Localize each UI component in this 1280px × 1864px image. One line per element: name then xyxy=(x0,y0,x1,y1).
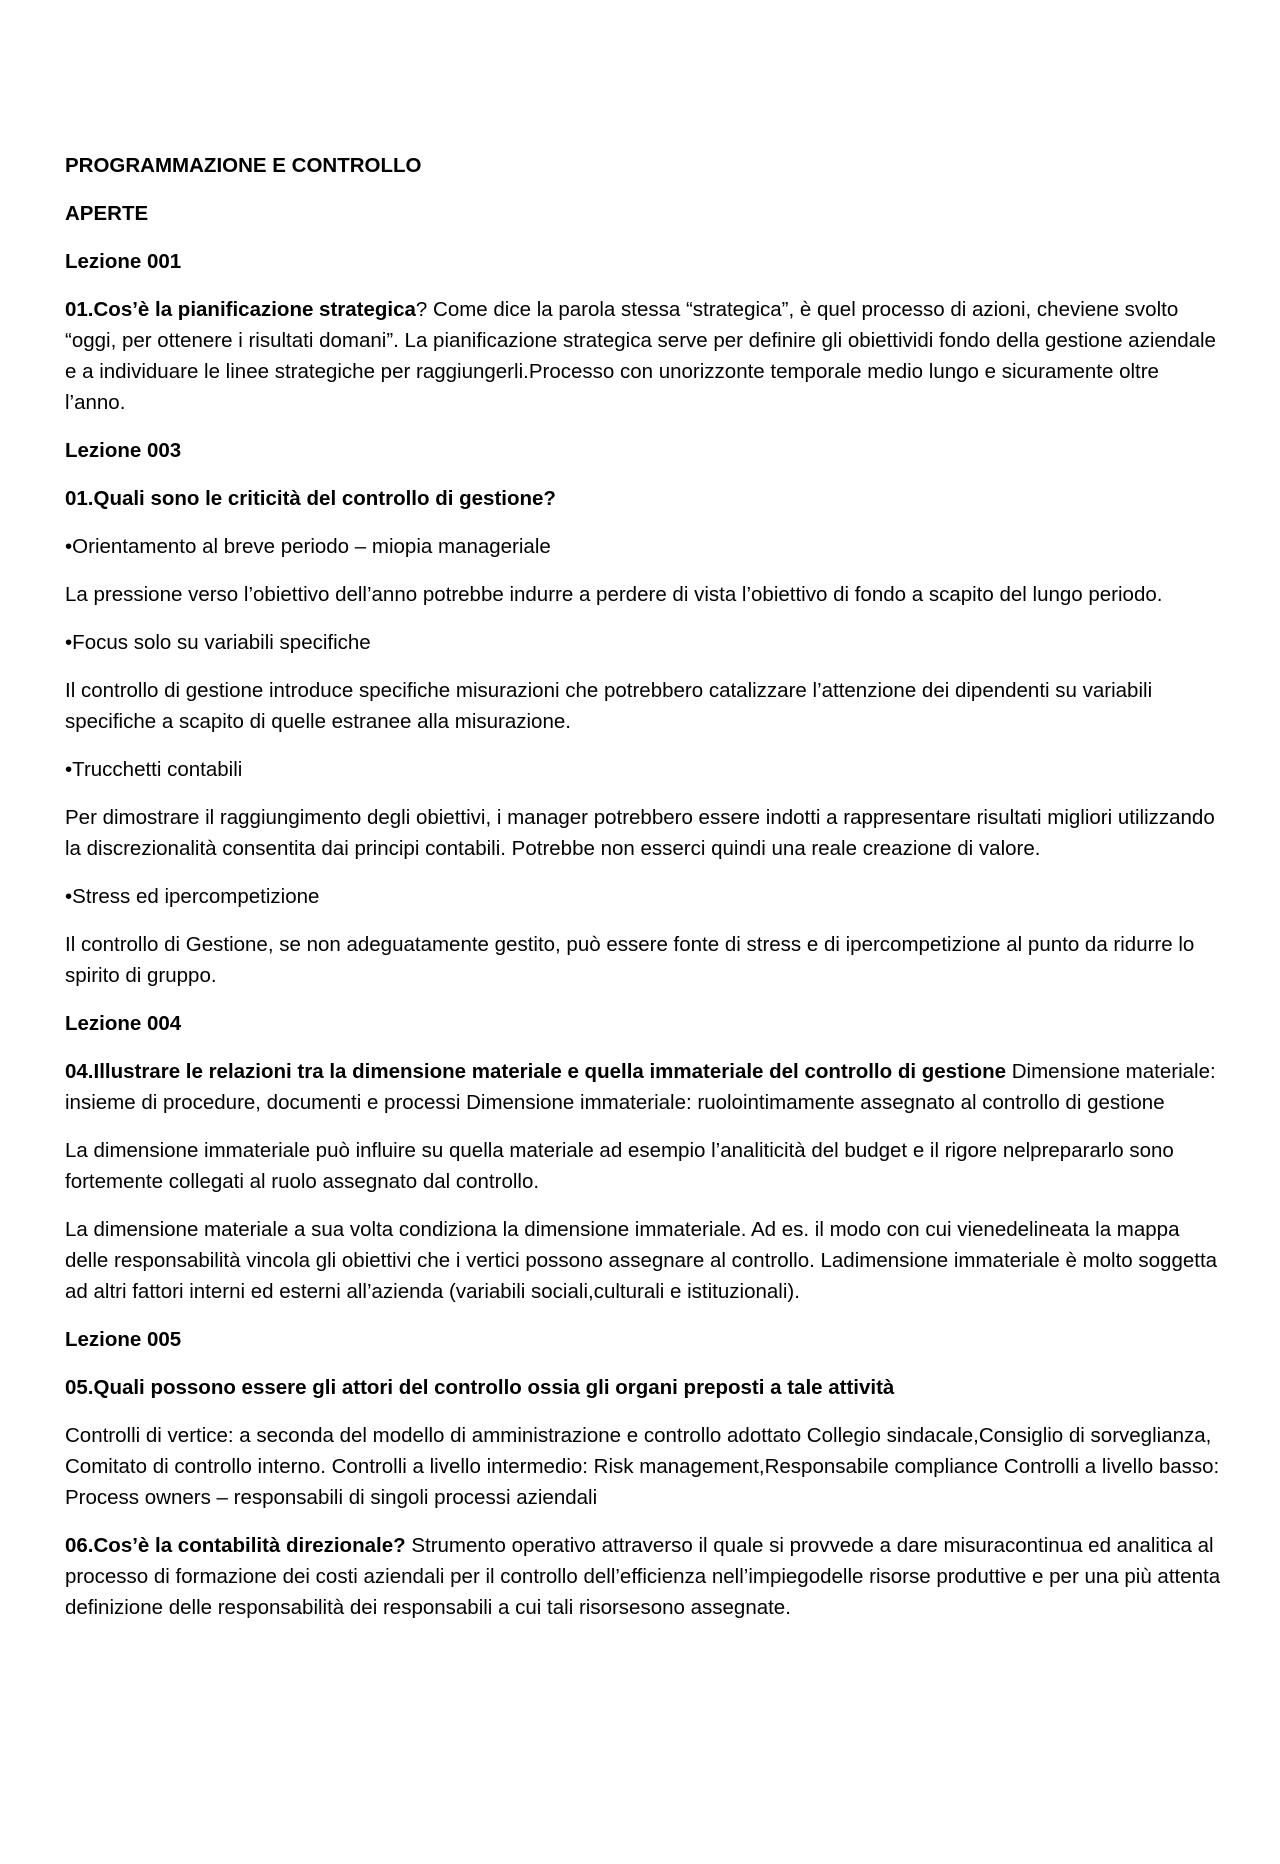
question-title: 01.Cos’è la pianificazione strategica xyxy=(65,298,416,321)
answer-text: Dimensione materiale: insieme di procedure, documenti e processi Dimensione immateriale: ruolointimamente assegnato al controllo di gestione xyxy=(65,1060,1216,1114)
bullet-item: •Stress ed ipercompetizione xyxy=(65,885,320,908)
question-title: 04.Illustrare le relazioni tra la dimensione materiale e quella immateriale del controllo di gestione xyxy=(65,1060,1007,1083)
lesson-heading-001: Lezione 001 xyxy=(65,250,182,273)
question-title: 06.Cos’è la contabilità direzionale? xyxy=(65,1534,406,1557)
bullet-item: •Trucchetti contabili xyxy=(65,758,243,781)
bullet-body: Il controllo di gestione introduce specifiche misurazioni che potrebbero catalizzare l’attenzione dei dipendenti su variabili specifiche a scapito di quelle estranee alla misurazione. xyxy=(65,679,1153,733)
answer-text: ? Come dice la parola stessa “strategica”, è quel processo di azioni, cheviene svolto “oggi, per ottenere i risultati domani”. La pianificazione strategica serve per definire gli obiettividi fondo della gestione aziendale e a individuare le linee strategiche per raggiungerli.Processo con unorizzonte temporale medio lungo e sicuramente oltre l’anno. xyxy=(65,298,1216,414)
bullet-item: •Orientamento al breve periodo – miopia manageriale xyxy=(65,535,551,558)
question-title: 05.Quali possono essere gli attori del controllo ossia gli organi preposti a tale attività xyxy=(65,1376,895,1399)
bullet-body: Per dimostrare il raggiungimento degli obiettivi, i manager potrebbero essere indotti a rappresentare risultati migliori utilizzando la discrezionalità consentita dai principi contabili. Potrebbe non esserci quindi una reale creazione di valore. xyxy=(65,806,1215,860)
lesson-heading-003: Lezione 003 xyxy=(65,439,182,462)
answer-paragraph: La dimensione immateriale può influire su quella materiale ad esempio l’analiticità del budget e il rigore nelprepararlo sono fortemente collegati al ruolo assegnato dal controllo. xyxy=(65,1139,1174,1193)
bullet-item: •Focus solo su variabili specifiche xyxy=(65,631,371,654)
document-page xyxy=(65,150,1225,1640)
answer-paragraph: Controlli di vertice: a seconda del modello di amministrazione e controllo adottato Collegio sindacale,Consiglio di sorveglianza, Comitato di controllo interno. Controlli a livello intermedio: Risk management,Responsabile compliance Controlli a livello basso: Process owners – responsabili di singoli processi aziendali xyxy=(65,1424,1220,1509)
lesson-heading-005: Lezione 005 xyxy=(65,1328,182,1351)
answer-text: Strumento operativo attraverso il quale si provvede a dare misuracontinua ed analitica al processo di formazione dei costi aziendali per il controllo dell’efficienza nell’impiegodelle risorse produttive e per una più attenta definizione delle responsabilità dei responsabili a cui tali risorsesono assegnate. xyxy=(65,1534,1221,1619)
question-paragraph xyxy=(65,1056,1225,1118)
bullet-body: La pressione verso l’obiettivo dell’anno potrebbe indurre a perdere di vista l’obiettivo di fondo a scapito del lungo periodo. xyxy=(65,583,1163,606)
question-paragraph xyxy=(65,294,1225,418)
lesson-heading-004: Lezione 004 xyxy=(65,1012,182,1035)
document-subtitle: APERTE xyxy=(65,202,149,225)
question-title: 01.Quali sono le criticità del controllo di gestione? xyxy=(65,487,556,510)
bullet-body: Il controllo di Gestione, se non adeguatamente gestito, può essere fonte di stress e di ipercompetizione al punto da ridurre lo spirito di gruppo. xyxy=(65,933,1195,987)
question-paragraph xyxy=(65,1530,1225,1623)
answer-paragraph: La dimensione materiale a sua volta condiziona la dimensione immateriale. Ad es. il modo con cui vienedelineata la mappa delle responsabilità vincola gli obiettivi che i vertici possono assegnare al controllo. Ladimensione immateriale è molto soggetta ad altri fattori interni ed esterni all’azienda (variabili sociali,culturali e istituzionali). xyxy=(65,1218,1218,1303)
document-title: PROGRAMMAZIONE E CONTROLLO xyxy=(65,154,422,177)
